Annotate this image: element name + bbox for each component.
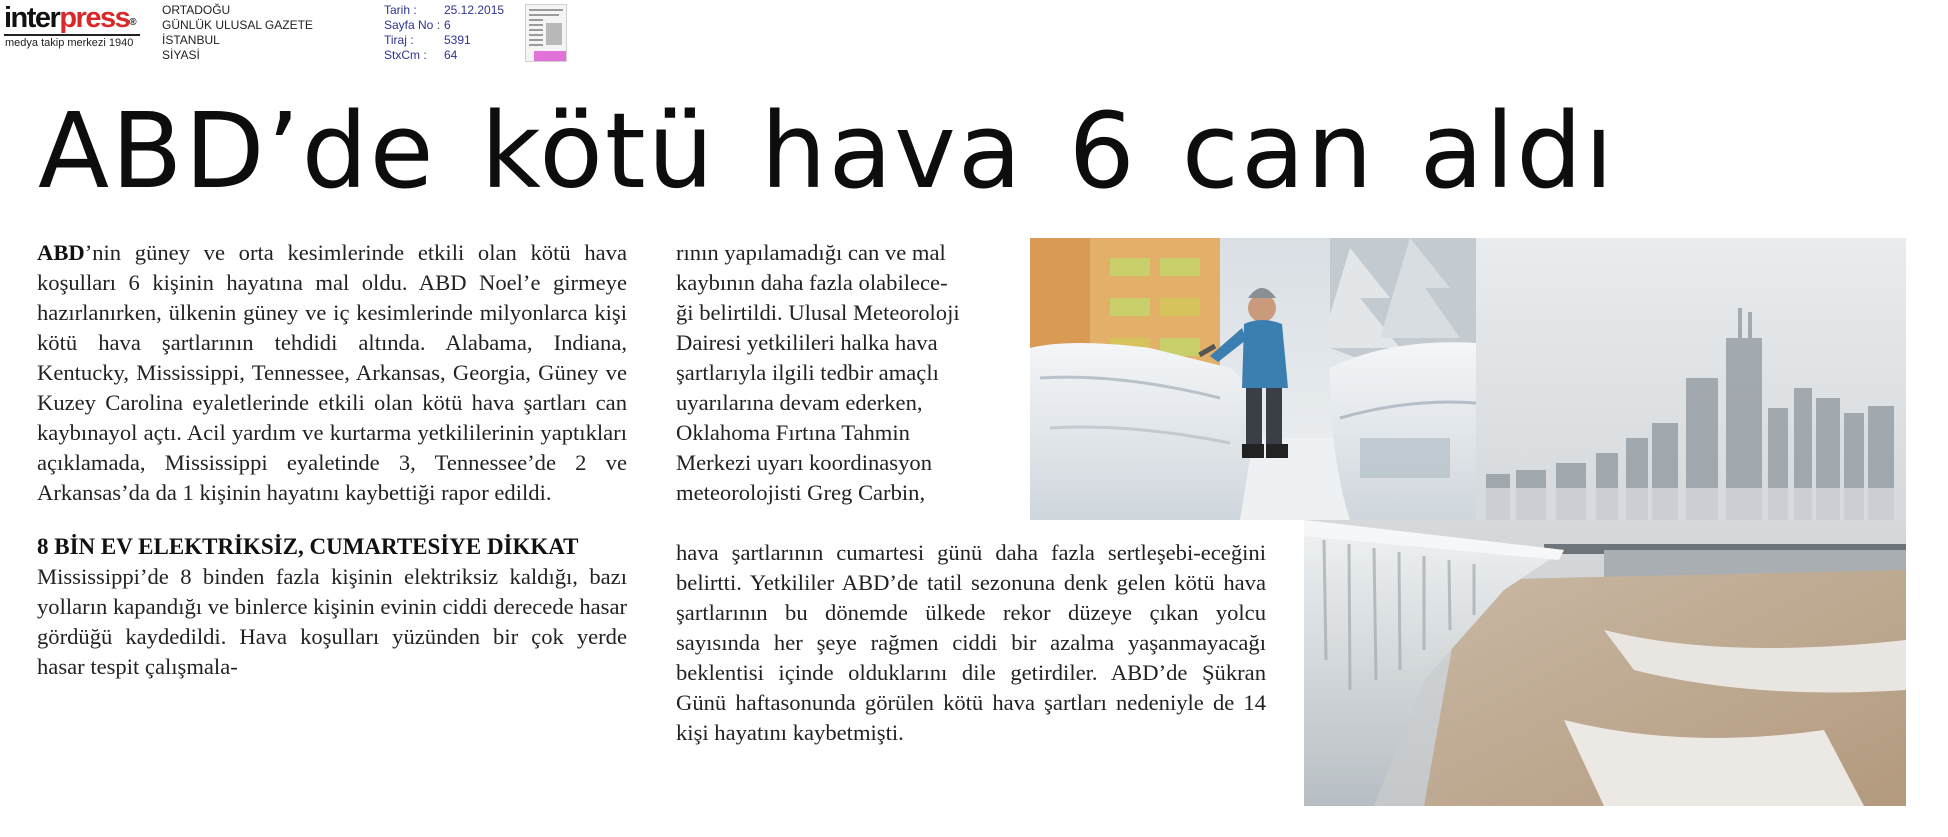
- column-2-line: meteorolojisti Greg Carbin,: [676, 480, 926, 505]
- column-2-paragraph: hava şartlarının cumartesi günü daha fazla sertleşebi-eceğini belirtti. Yetkililer ABD’de tatil sezonuna denk gelen kötü hava şartlarının bu dönemde ülkede rekor düzeye çıkan yolcu sayısında her şeye rağmen ciddi bir azalma yaşanmayacağı beklentisi içinde olduklarını dile getirdiler. ABD’de Şükran Günü haftasonunda görülen kötü hava şartları nedeniyle de 14 kişi hayatını kaybetmişti.: [676, 540, 1266, 745]
- column-2-line: şartlarıyla ilgili tedbir amaçlı: [676, 360, 939, 385]
- registered-mark: ®: [129, 17, 137, 28]
- page-thumbnail: [525, 4, 567, 62]
- column-2-line: Merkezi uyarı koordinasyon: [676, 450, 932, 475]
- lead-text: ’nin güney ve orta kesimlerinde etkili olan kötü hava koşulları 6 kişinin hayatına mal oldu. ABD Noel’e girmeye hazırlanırken, ülkenin güney ve iç kesimlerinde milyonlarca kişi kötü hava şartlarının tehdidi altında. Alabama, Indiana, Kentucky, Mississippi, Tennessee, Arkansas, Georgia, Güney ve Kuzey Carolina eyaletlerinde etkili olan kötü hava şartları can kaybınayol açtı. Acil yardım ve kurtarma yetkililerinin yaptıkları açıklamada, Mississippi eyaletinde 3, Tennessee’de 2 ve Arkansas’da da 1 kişinin hayatını kaybettiği rapor edildi.: [37, 240, 627, 505]
- photo-city-skyline: [1476, 238, 1906, 520]
- meta-label: Sayfa No :: [384, 18, 441, 32]
- column-2-line: Dairesi yetkilileri halka hava: [676, 330, 938, 355]
- lead-paragraph: [37, 238, 627, 508]
- publication-city: İSTANBUL: [162, 33, 220, 47]
- article-column-2-bottom: [676, 538, 1266, 748]
- meta-label: Tarih :: [384, 3, 417, 17]
- logo-tagline: medya takip merkezi 1940: [5, 37, 134, 49]
- meta-label: Tiraj :: [384, 33, 414, 47]
- meta-value: 64: [444, 48, 458, 62]
- column-2-line: uyarılarına devam ederken,: [676, 390, 923, 415]
- meta-value: 6: [444, 18, 451, 32]
- interpress-logo: [4, 2, 137, 34]
- logo-underline: [4, 34, 140, 36]
- publication-type: GÜNLÜK ULUSAL GAZETE: [162, 18, 313, 32]
- thumbnail-highlight: [534, 51, 566, 61]
- publication-category: SİYASİ: [162, 48, 200, 62]
- column-2-line: Oklahoma Fırtına Tahmin: [676, 420, 910, 445]
- meta-value: 5391: [444, 33, 471, 47]
- column-2-line: kaybının daha fazla olabilece-: [676, 270, 948, 295]
- lead-bold-word: ABD: [37, 240, 85, 265]
- logo-brand-part2: press: [59, 2, 130, 34]
- publication-name: ORTADOĞU: [162, 3, 231, 17]
- photo-frozen-car: [1030, 238, 1476, 520]
- publication-info: [162, 3, 313, 63]
- second-paragraph: Mississippi’de 8 binden fazla kişinin elektriksiz kaldığı, bazı yolların kapandığı ve binlerce kişinin evinin ciddi derecede hasar gördüğü kaydedildi. Hava koşulları yüzünden bir çok yerde hasar tespit çalışmala-: [37, 564, 627, 679]
- meta-label: StxCm :: [384, 48, 427, 62]
- column-2-line: ği belirtildi. Ulusal Meteoroloji: [676, 300, 960, 325]
- column-2-line: rının yapılamadığı can ve mal: [676, 240, 946, 265]
- article-headline: ABD’de kötü hava 6 can aldı: [38, 90, 1616, 212]
- photo-icy-shoreline: [1304, 520, 1906, 806]
- logo-brand-part1: inter: [4, 2, 60, 34]
- meta-value: 25.12.2015: [444, 3, 505, 17]
- article-column-1: [37, 238, 627, 682]
- article-subhead: 8 BİN EV ELEKTRİKSİZ, CUMARTESİYE DİKKAT: [37, 534, 579, 559]
- article-column-2-top: [676, 238, 1036, 508]
- clipping-header: [0, 0, 620, 70]
